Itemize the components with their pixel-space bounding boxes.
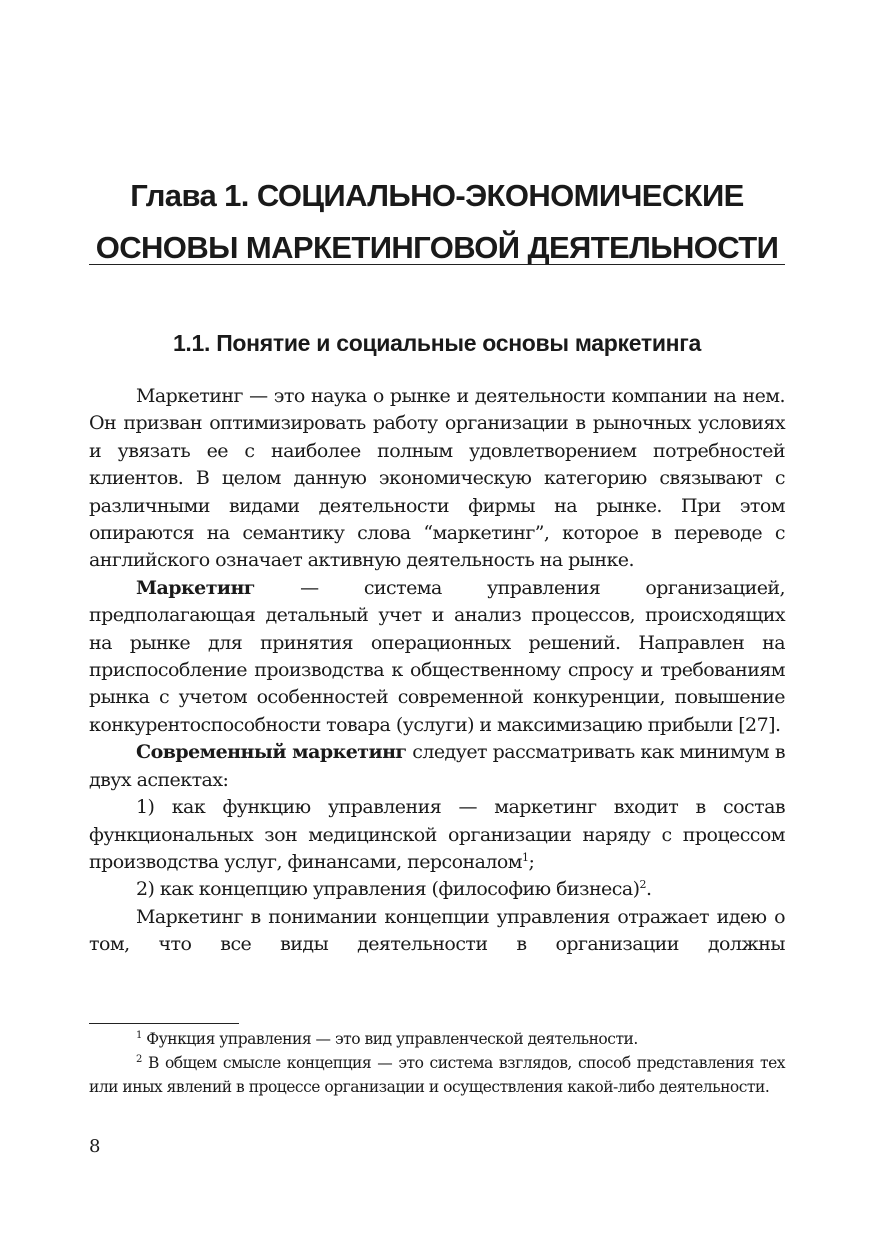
paragraph-5 bbox=[89, 876, 785, 903]
paragraph-2-text: — система управления организацией, предполагающая детальный учет и анализ процессов, происходящих на рынке для принятия операционных решений. Направлен на приспособление производства к общественному спросу и требованиям рынка с учетом особенностей современной конкуренции, повышение конкурентоспособности товара (услуги) и максимизацию прибыли [27]. bbox=[89, 576, 785, 736]
paragraph-4-text: 1) как функцию управления — маркетинг входит в состав функциональных зон медицинской организации наряду с процессом производства услуг, финансами, персоналом bbox=[89, 796, 785, 873]
footnote-1-mark: 1 bbox=[136, 1030, 142, 1041]
footnote-1 bbox=[89, 1027, 785, 1051]
footnote-divider bbox=[89, 1023, 239, 1024]
section-title: 1.1. Понятие и социальные основы маркетинга bbox=[172, 330, 702, 356]
paragraph-3-term: Современный маркетинг bbox=[136, 741, 407, 764]
chapter-title-line-1: Глава 1. СОЦИАЛЬНО-ЭКОНОМИЧЕСКИЕ bbox=[130, 178, 744, 213]
chapter-divider bbox=[89, 264, 785, 265]
paragraph-3-text: следует рассматривать как минимум в двух аспектах: bbox=[89, 741, 785, 791]
paragraph-4 bbox=[89, 794, 785, 876]
footnote-2-mark: 2 bbox=[136, 1054, 142, 1065]
paragraph-6: Маркетинг в понимании концепции управления отражает идею о том, что все виды деятельности в организации должны bbox=[89, 905, 785, 956]
body-text bbox=[89, 383, 785, 959]
chapter-title bbox=[89, 170, 785, 274]
paragraph-4-end: ; bbox=[528, 850, 535, 873]
paragraph-5-end: . bbox=[645, 878, 652, 901]
footnote-1-text: Функция управления — это вид управленческой деятельности. bbox=[141, 1030, 638, 1048]
paragraph-1: Маркетинг — это наука о рынке и деятельности компании на нем. Он призван оптимизировать работу организации в рыночных условиях и увязать ее с наиболее полным удовлетворением потребностей клиентов. В целом данную экономическую категорию связывают с различными видами деятельности фирмы на рынке. При этом опираются на семантику слова “маркетинг”, которое в переводе с английского означает активную деятельность на рынке. bbox=[89, 385, 785, 572]
paragraph-2 bbox=[89, 575, 785, 739]
footnote-ref-1[interactable]: 1 bbox=[522, 850, 529, 864]
paragraph-2-term: Маркетинг bbox=[136, 576, 255, 599]
footnote-2 bbox=[89, 1051, 785, 1099]
paragraph-3 bbox=[89, 739, 785, 794]
footnotes bbox=[89, 1027, 785, 1099]
paragraph-5-text: 2) как концепцию управления (философию бизнеса) bbox=[136, 878, 640, 901]
page-number: 8 bbox=[89, 1136, 101, 1157]
chapter-title-line-2: ОСНОВЫ МАРКЕТИНГОВОЙ ДЕЯТЕЛЬНОСТИ bbox=[95, 230, 779, 265]
footnote-ref-2[interactable]: 2 bbox=[639, 878, 646, 892]
footnote-2-text: В общем смысле концепция — это система взглядов, способ представления тех или иных явлений в процессе организации и осуществления какой-либо деятельности. bbox=[89, 1054, 785, 1096]
